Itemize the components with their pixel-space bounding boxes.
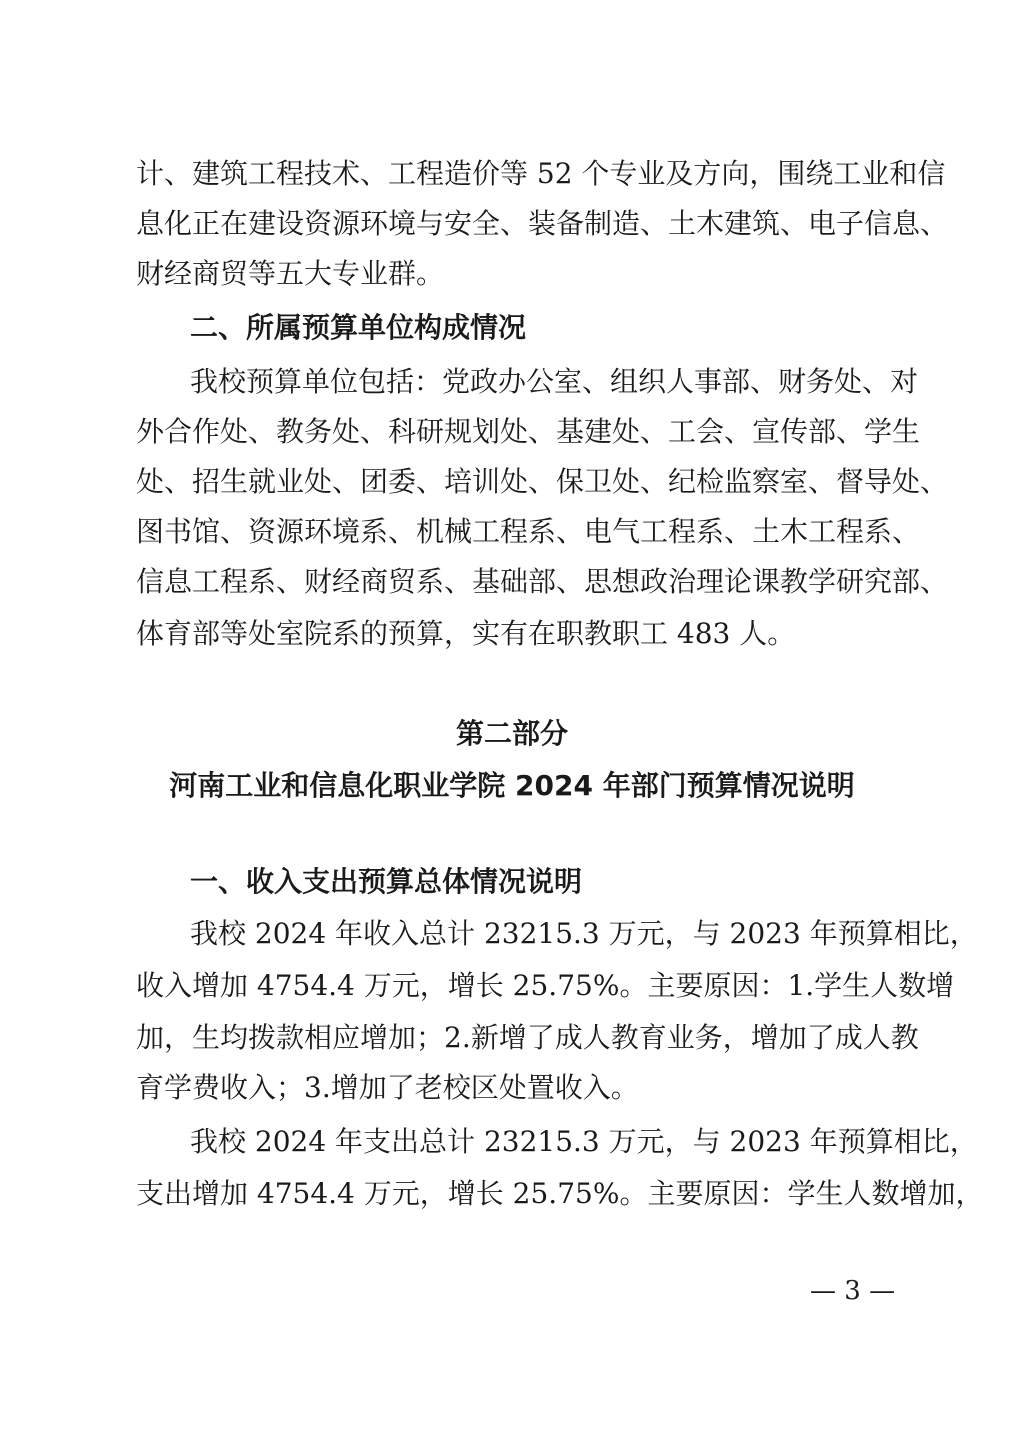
section2-line-6: 体育部等处室院系的预算，实有在职教职工 483 人。 [136,617,796,650]
income-line-1: 我校 2024 年收入总计 23215.3 万元，与 2023 年预算相比， [190,917,978,950]
section2-line-1: 我校预算单位包括：党政办公室、组织人事部、财务处、对 [190,365,919,398]
page-number: — 3 — [810,1276,896,1306]
section2-line-2: 外合作处、教务处、科研规划处、基建处、工会、宣传部、学生 [136,415,921,448]
section2-line-3: 处、招生就业处、团委、培训处、保卫处、纪检监察室、督导处、 [136,465,949,498]
section1-heading: 一、收入支出预算总体情况说明 [190,865,583,898]
expense-line-1: 我校 2024 年支出总计 23215.3 万元，与 2023 年预算相比， [190,1125,978,1158]
income-line-3: 加，生均拨款相应增加；2.新增了成人教育业务，增加了成人教 [136,1021,919,1054]
section2-line-4: 图书馆、资源环境系、机械工程系、电气工程系、土木工程系、 [136,515,921,548]
paragraph1-line-2: 息化正在建设资源环境与安全、装备制造、土木建筑、电子信息、 [136,207,949,240]
income-line-2: 收入增加 4754.4 万元，增长 25.75%。主要原因：1.学生人数增 [136,969,955,1002]
paragraph1-line-1: 计、建筑工程技术、工程造价等 52 个专业及方向，围绕工业和信 [136,157,946,190]
section2-heading: 二、所属预算单位构成情况 [190,311,527,344]
income-line-4: 育学费收入；3.增加了老校区处置收入。 [136,1071,639,1104]
expense-line-2: 支出增加 4754.4 万元，增长 25.75%。主要原因：学生人数增加， [136,1177,984,1210]
paragraph1-line-3: 财经商贸等五大专业群。 [136,257,445,290]
report-title: 河南工业和信息化职业学院 2024 年部门预算情况说明 [169,769,855,802]
section2-line-5: 信息工程系、财经商贸系、基础部、思想政治理论课教学研究部、 [136,565,949,598]
part-title: 第二部分 [455,717,568,750]
